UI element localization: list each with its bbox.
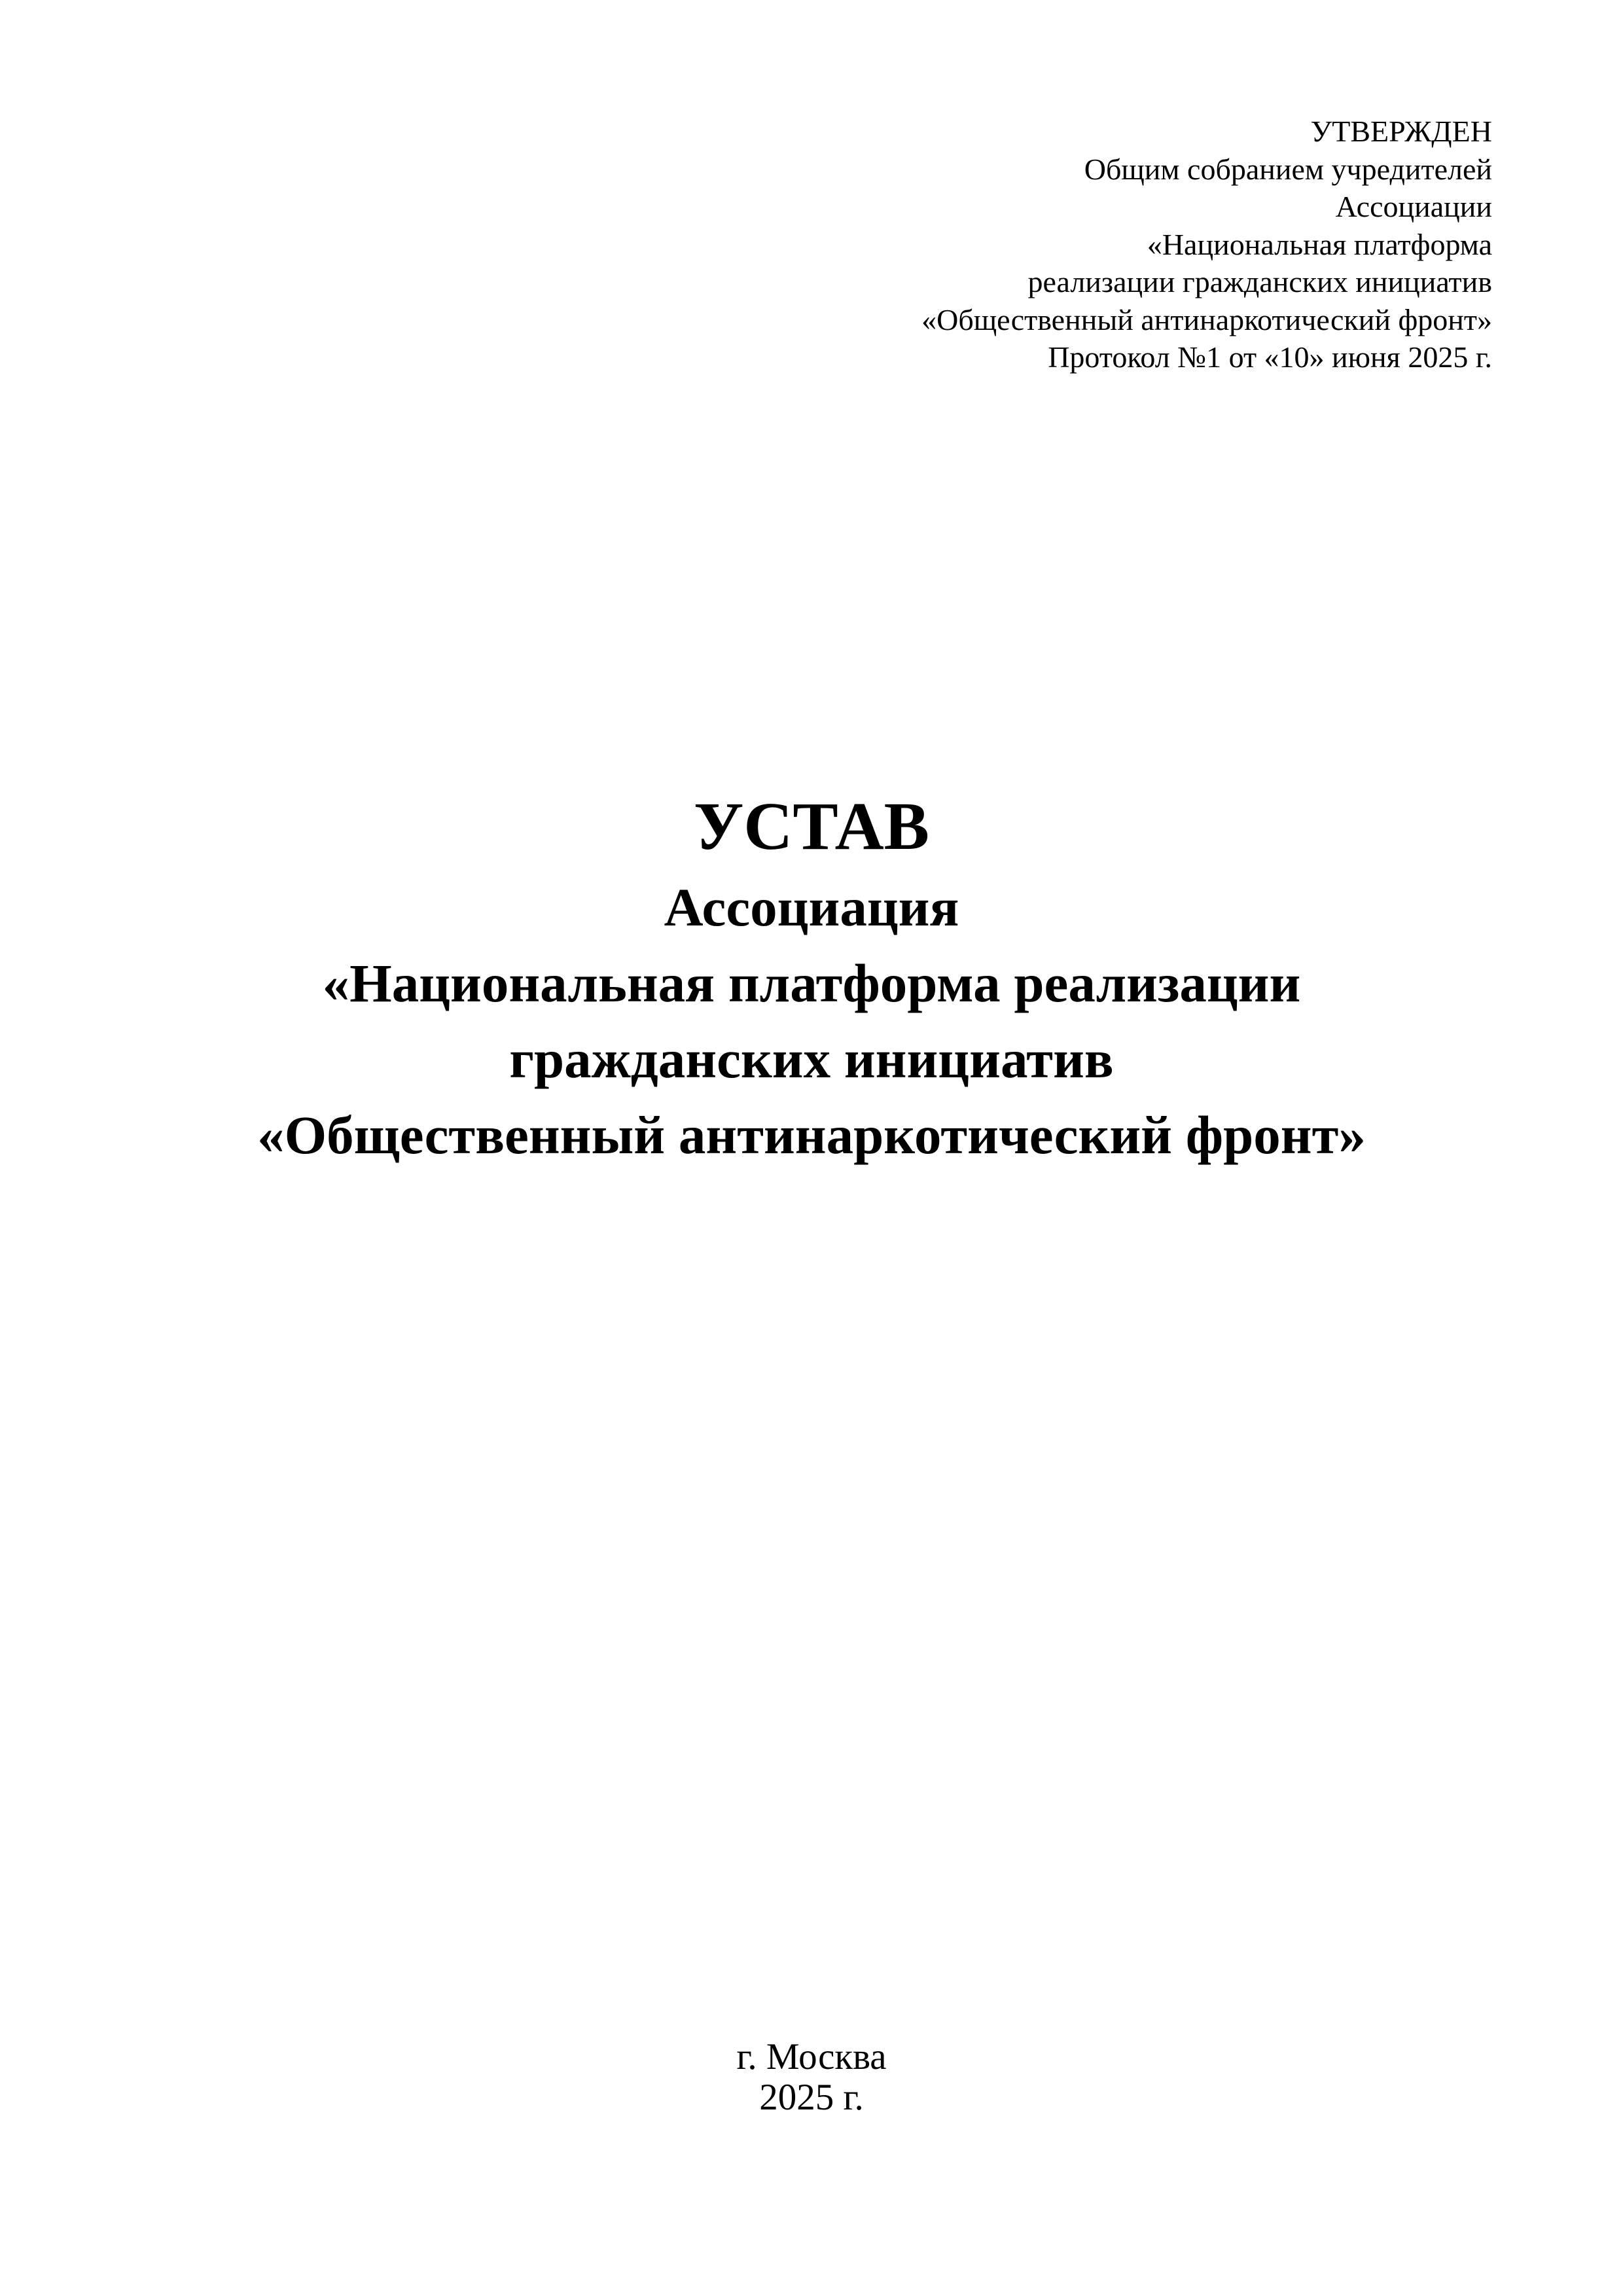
approval-line: «Общественный антинаркотический фронт» <box>921 302 1492 336</box>
approval-line: УТВЕРЖДЕН <box>1310 115 1492 148</box>
year-label: 2025 г. <box>759 2077 864 2118</box>
approval-line: Общим собранием учредителей <box>1084 152 1492 186</box>
organization-name-line: гражданских инициатив <box>509 1029 1114 1089</box>
approval-stamp-block <box>576 113 1492 376</box>
approval-line: реализации гражданских инициатив <box>1027 265 1492 298</box>
city-label: г. Москва <box>736 2036 887 2077</box>
organization-name-line: Ассоциация <box>664 877 959 937</box>
place-and-year <box>0 2037 1623 2118</box>
approval-line: Протокол №1 от «10» июня 2025 г. <box>1048 340 1492 374</box>
document-title: УСТАВ <box>693 789 930 864</box>
approval-line: Ассоциации <box>1335 190 1492 223</box>
organization-name-line: «Национальная платформа реализации <box>322 953 1301 1013</box>
organization-name-line: «Общественный антинаркотический фронт» <box>257 1105 1366 1165</box>
document-title-block <box>0 784 1623 1173</box>
approval-line: «Национальная платформа <box>1147 227 1492 261</box>
